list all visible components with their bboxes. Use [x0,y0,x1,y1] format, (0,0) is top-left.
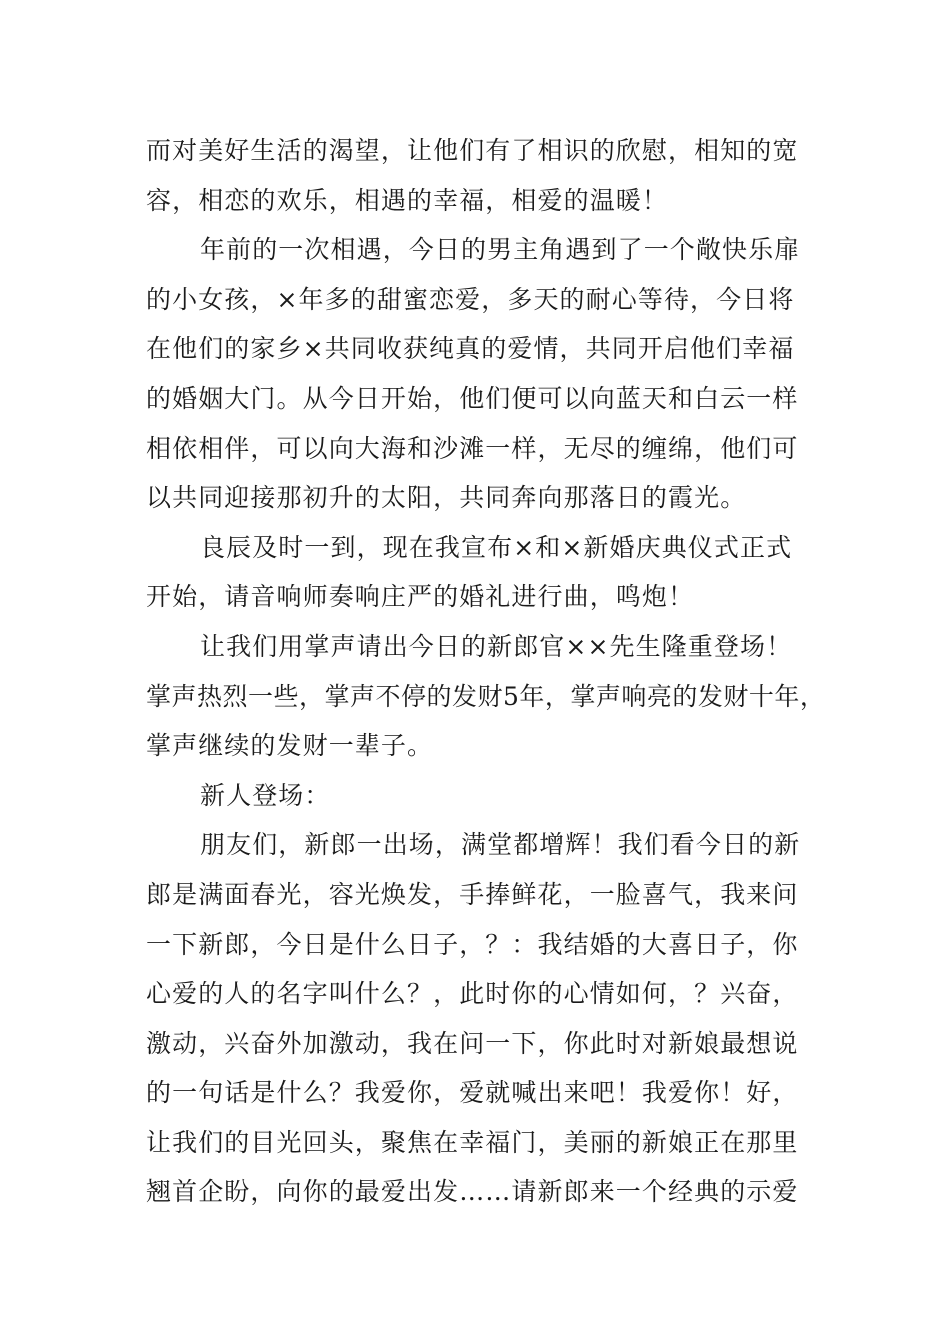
text-line: 容，相恋的欢乐，相遇的幸福，相爱的温暖！ [146,185,669,215]
text-line: 而对美好生活的渴望，让他们有了相识的欣慰，相知的宽 [146,136,799,165]
text-line: 激动，兴奋外加激动，我在问一下，你此时对新娘最想说 [146,1028,799,1058]
text-line: 以共同迎接那初升的太阳，共同奔向那落日的霞光。 [146,483,747,513]
text-line: 相依相伴，可以向大海和沙滩一样，无尽的缠绵，他们可 [146,433,799,463]
text-line: 让我们的目光回头，聚焦在幸福门，美丽的新娘正在那里 [146,1127,799,1157]
text-line: 新人登场： [200,780,331,810]
document-body [146,126,826,1217]
text-line: 心爱的人的名字叫什么？，此时你的心情如何，？兴奋， [146,979,799,1009]
text-line: 朋友们，新郎一出场，满堂都增辉！我们看今日的新 [200,830,801,860]
text-line: 的一句话是什么？我爱你，爱就喊出来吧！我爱你！好， [146,1078,799,1108]
text-line: 的小女孩，×年多的甜蜜恋爱，多天的耐心等待，今日将 [146,284,795,314]
text-line: 让我们用掌声请出今日的新郎官××先生隆重登场！ [200,631,793,661]
text-line: 翘首企盼，向你的最爱出发……请新郎来一个经典的示爱 [146,1177,799,1207]
text-line: 良辰及时一到，现在我宣布×和×新婚庆典仪式正式 [200,532,793,562]
text-line: 开始，请音响师奏响庄严的婚礼进行曲，鸣炮！ [146,582,695,612]
text-line: 郎是满面春光，容光焕发，手捧鲜花，一脸喜气，我来问 [146,879,799,909]
text-line: 掌声热烈一些，掌声不停的发财5年，掌声响亮的发财十年， [146,681,826,711]
text-line: 年前的一次相遇，今日的男主角遇到了一个敞快乐扉 [200,235,801,265]
text-line: 在他们的家乡×共同收获纯真的爱情，共同开启他们幸福 [146,334,795,364]
text-line: 掌声继续的发财一辈子。 [146,731,434,761]
text-line: 一下新郎，今日是什么日子，？：我结婚的大喜日子，你 [146,929,799,959]
text-line: 的婚姻大门。从今日开始，他们便可以向蓝天和白云一样 [146,383,799,413]
